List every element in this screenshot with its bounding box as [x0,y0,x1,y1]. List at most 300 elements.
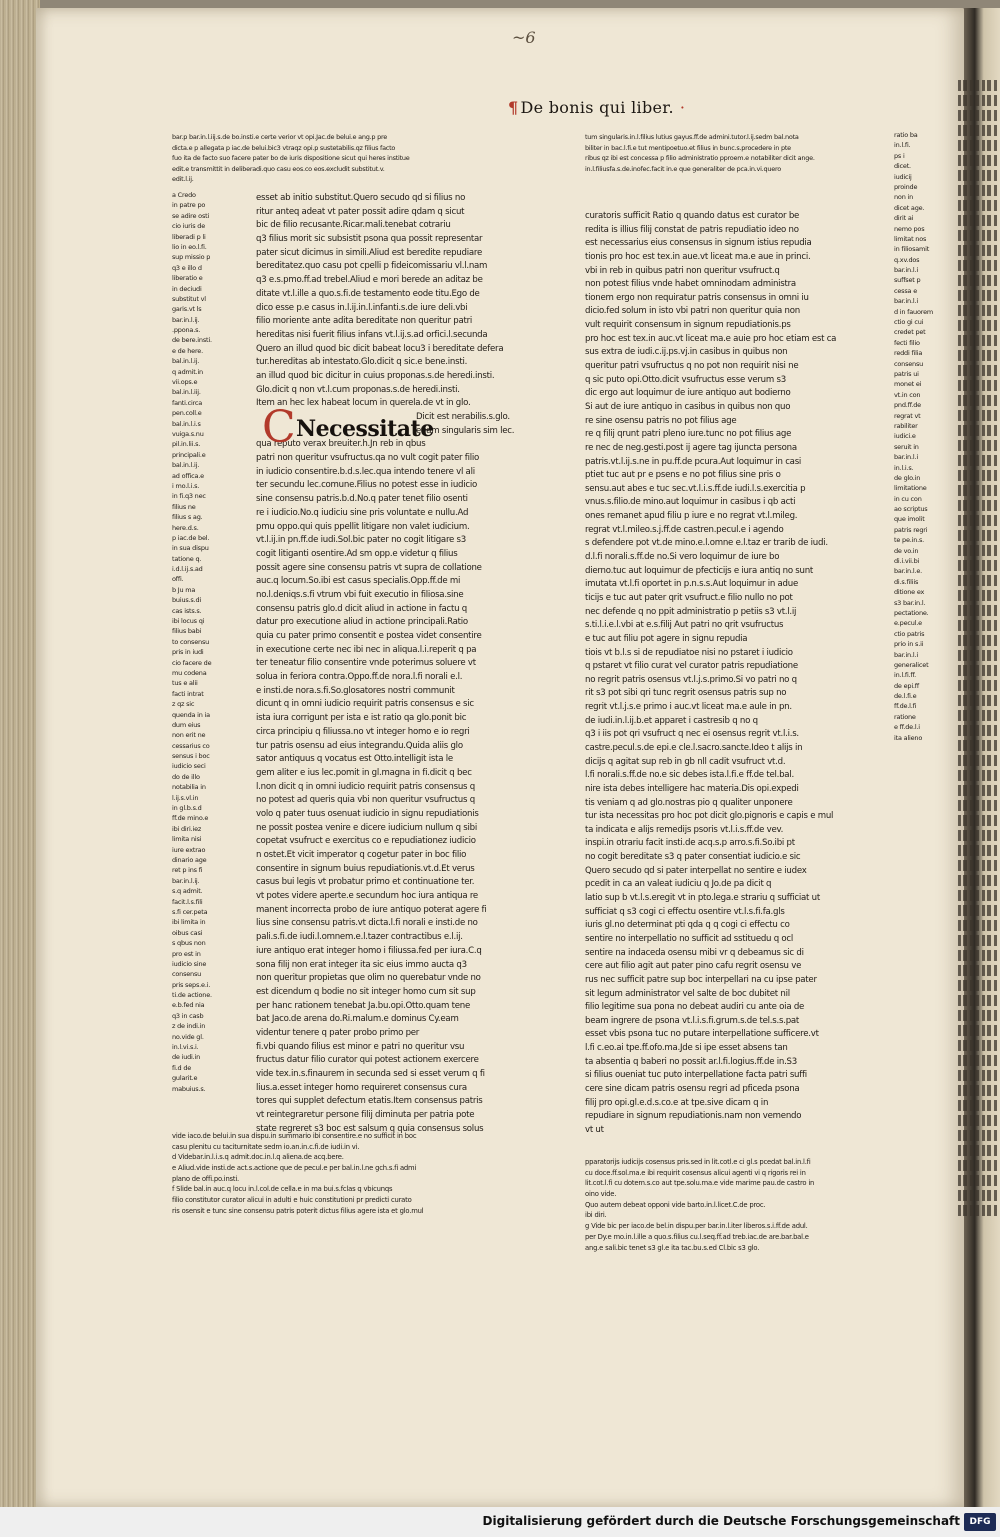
text-line: dico esse p.e casus in.l.ij.in.l.infanti.s.de iure deli.vbi [256,302,468,313]
facing-page-line [958,110,998,121]
text-line: sufficiat q s3 cogi ci effectu osentire vt.l.s.fi.fa.gls [585,906,785,917]
facing-page-line [958,755,998,766]
text-line: tatione q. [172,554,202,563]
facing-page-line [958,260,998,271]
facing-page-line [958,1100,998,1111]
text-line: pcedit in ca an valeat iudiciu q Jo.de pa dicit q [585,879,772,890]
text-line: bar.in.l.i [894,266,918,275]
facing-page-line [958,1085,998,1096]
text-line: imutata vt.l.fi oportet in p.n.s.s.Aut loquimur in adue [585,579,798,590]
text-line: ps i [894,151,905,160]
top-gloss-right [585,132,890,174]
text-line: ticijs e tuc aut pater qrit vsufruct.e filio nullo no pot [585,592,793,603]
text-line: curatoris sufficit Ratio q quando datus est curator be [585,211,800,221]
text-line: est necessarius eius consensus in signum istius repudia [585,238,812,249]
text-line: fi.d de [172,1063,192,1072]
text-line: e ff.de.l.i [894,723,920,732]
text-line: ditione ex [894,588,925,597]
text-line: bal.in.l.iij. [172,388,201,397]
text-line: l.ij.s.vl.in [172,793,199,802]
text-line: e.b.fed nia [172,1001,205,1010]
facing-page-line [958,1130,998,1141]
facing-page-line [958,545,998,556]
text-line: pectatione. [894,608,929,617]
text-line: ff.de mino.e [172,814,209,823]
text-line: in filiosamit [894,245,930,254]
text-line: biliter in bac.l.fi.e tut mentipoetuo.et filius in bunc.s.procedere in pte [585,143,791,152]
facing-page-line [958,410,998,421]
facing-page-line [958,575,998,586]
text-line: s.ti.l.i.e.l.vbi at e.s.filij Aut patri no qrit vsufructus [585,620,784,631]
text-line: gularit.e [172,1074,198,1083]
text-line: nec defende q no ppit administratio p petiis s3 vt.l.ij [585,606,797,617]
text-line: credet pet [894,328,926,337]
facing-page-line [958,665,998,676]
text-line: Item an hec lex habeat locum in querela.de vt in glo. [256,398,471,409]
text-line: ptiet tuc aut pr e psens e no pot filius sine pris o [585,470,781,481]
text-line: re sine osensu patris no pot filius age [585,415,737,426]
facing-page-line [958,185,998,196]
text-line: bar.in.l.ij. [172,876,200,885]
text-line: Glo.dicit q non vt.l.cum proponas.s.de heredi.insti. [256,384,460,395]
text-line: limitatione [894,484,927,493]
text-line: in fi.q3 nec [172,492,206,501]
text-line: qua reputo verax breuiter.h.Jn reb in qbus [256,439,426,450]
text-line: ritur anteq adeat vt pater possit adire qdam q sicut [256,206,465,217]
text-line: re q filij qrunt patri pleno iure.tunc no pot filius age [585,429,792,440]
text-line: here.d.s. [172,523,199,532]
facing-page-line [958,500,998,511]
text-line: per hanc rationem tenebat Ja.bu.opi.Otto.quam tene [256,1000,470,1011]
text-line: non potest filius vnde habet omninodam administra [585,279,796,290]
text-line: liberatio e [172,274,203,283]
text-line: dic ergo aut loquimur de iure antiquo aut bodierno [585,388,791,399]
text-line: lius.a.esset integer homo requireret consensus cura [256,1082,467,1093]
text-line: ratione [894,712,916,721]
facing-page-line [958,290,998,301]
text-line: bal.in.l.i.s [172,419,201,428]
text-line: b Ju ma [172,585,196,594]
facing-page-line [958,1070,998,1081]
text-line: ditate vt.l.ille a quo.s.fi.de testamento eode titu.Ego de [256,288,480,299]
facing-page-line [958,245,998,256]
text-line: pali.s.fi.de iudi.l.omnem.e.l.tazer contractibus e.l.ij. [256,932,463,943]
text-line: rus nec sufficit patre sup boc interpellari na cu ipse pater [585,974,817,985]
text-line: Dicit est nerabilis.s.glo. [416,412,510,422]
text-line: hereditas nisi fuerit filius infans vt.l.ij.s.ad orfici.l.secunda [256,329,488,340]
text-line: in gl.b.s.d [172,804,202,813]
text-line: de iudi.in.l.ij.b.et apparet i castresib q no q [585,715,758,726]
text-line: f Slide bal.in auc.q locu in.l.col.de cella.e in ma bui.s.fclas q vbicunqs [172,1185,393,1194]
text-line: que imolit [894,515,925,524]
book-page-edges [0,0,40,1510]
lemma-word: Necessitate [296,416,434,442]
text-line: bal.in.l.ij. [172,357,200,366]
text-line: g Vide bic per iaco.de bel.in dispu.per bar.in.l.iter liberos.s.i.ff.de adul. [585,1222,808,1231]
text-line: vide tex.in.s.finaurem in secunda sed si esset verum q fi [256,1069,485,1079]
text-line: solua in feriora contra.Oppo.ff.de nora.l.fi norali e.l. [256,672,463,683]
text-line: cere aut filio agit aut pater pino cafu regrit osensu ve [585,961,802,972]
facing-page-line [958,815,998,826]
text-line: bereditatez.quo casu pot cpelli p fideicomissariu vl.l.nam [256,261,488,272]
facing-page-sliver [952,80,1000,1240]
text-line: rit s3 pot sibi qri tunc regrit osensus patris sup no [585,688,787,699]
text-line: in executione certe nec ibi nec in aliqua.l.i.reperit q pa [256,644,477,655]
text-line: z de indi.in [172,1022,206,1031]
text-line: patri non queritur vsufructus.qa no vult cogit pater filio [256,453,480,464]
facing-page-line [958,875,998,886]
facing-page-line [958,920,998,931]
text-line: bar.in.l.i [894,650,918,659]
text-line: e insti.de nora.s.fi.So.glosatores nostri communit [256,685,455,696]
facing-page-line [958,425,998,436]
facing-page-line [958,710,998,721]
text-line: esset vbis psona tuc no putare interpellatione sufficere.vt [585,1029,819,1040]
facing-page-line [958,470,998,481]
facing-page-line [958,215,998,226]
text-line: in patre po [172,201,206,210]
text-line: p iac.de bel. [172,533,210,542]
text-line: s defendere pot vt.de mino.e.l.omne e.l.taz er trarib de iudi. [585,538,828,549]
text-line: de.l.fi.e [894,692,917,701]
facing-page-line [958,845,998,856]
footnotes-right [585,1157,890,1253]
text-line: ad offica.e [172,471,204,480]
text-line: oino vide. [585,1190,617,1199]
text-line: bar.p bar.in.l.iij.s.de bo.insti.e certe verior vt opi.Jac.de belui.e ang.p pre [172,133,387,141]
text-line: queritur patri vsufructus q no pot non requirit nisi ne [585,361,799,372]
main-text-left-column [256,192,562,1136]
text-line: d.l.fi norali.s.ff.de no.Si vero loquimur de iure bo [585,552,780,563]
text-line: lius sine consensu patris.vt dicta.l.fi norali e insti.de no [256,918,478,929]
facing-page-line [958,380,998,391]
facing-page-line [958,620,998,631]
text-line: vult requirit consensum in signum repudiationis.ps [585,320,791,331]
text-line: re i iudicio.No.q iudiciu sine pris voluntate e nullu.Ad [256,507,469,518]
text-line: tores qui supplet defectum etatis.Item consensus patris [256,1096,483,1107]
text-line: sup missio p [172,253,211,262]
top-gloss-left [172,132,560,185]
text-line: filij pro opi.gl.e.d.s.co.e at tpe.sive dicam q in [585,1097,769,1108]
text-line: .ppona.s. [172,326,201,335]
text-line: castre.pecul.s.de epi.e cle.l.sacro.sancte.Ideo t alijs in [585,742,803,753]
text-line: notabilia in [172,783,206,792]
text-line: vii.ops.e [172,378,198,387]
facing-page-line [958,695,998,706]
text-line: consentire in signum buius repudiationis.vt.d.Et verus [256,863,475,874]
text-line: facti intrat [172,689,204,698]
facing-page-line [958,800,998,811]
facing-page-line [958,770,998,781]
facing-page-line [958,860,998,871]
text-line: cio iuris de [172,222,206,231]
text-line: ret p ins fi [172,866,203,875]
facing-page-line [958,515,998,526]
text-line: fanti.circa [172,398,203,407]
text-line: limita nisi [172,835,202,844]
text-line: si filius oueniat tuc puto interpellatione facta patri suffi [585,1070,807,1081]
text-line: principali.e [172,450,206,459]
text-line: z qz sic [172,700,195,709]
text-line: sit legum administrator vel salte de boc dubitet nil [585,988,790,999]
text-line: ibi diri.iez [172,824,202,833]
facing-page-line [958,140,998,151]
text-line: de vo.in [894,546,919,555]
facing-page-line [958,155,998,166]
text-line: patris ui [894,369,919,378]
facing-page-line [958,1160,998,1171]
text-line: in.l.fi. [894,141,911,150]
text-line: lit.cot.l.fi cu dotem.s.co aut tpe.solu.ma.e vide marime pau.de castro in [585,1179,815,1188]
text-line: de bere.insti. [172,336,212,345]
text-line: e de here. [172,346,203,355]
text-line: s3 bar.in.l. [894,598,926,607]
text-line: cio facere de [172,658,212,667]
text-line: in.l.i.s. [894,463,914,472]
text-line: plano de offi.po.insti. [172,1174,240,1183]
text-line: bar.in.l.i [894,297,918,306]
text-line: dicet. [894,162,911,171]
text-line: tur ista necessitas pro hoc pot dicit glo.pignoris e capis e mul [585,811,834,822]
text-line: in sua dispu [172,544,209,553]
text-line: q.xv.dos [894,255,920,264]
marginal-gloss-right [894,130,948,743]
facing-page-line [958,995,998,1006]
text-line: nemo pos [894,224,925,233]
facing-page-line [958,1040,998,1051]
text-line: a Credo [172,191,196,199]
text-line: ita alieno [894,733,923,742]
text-line: re nec de neg.gesti.post ij agere tag ijuncta persona [585,442,797,453]
text-line: bar.in.l.i [894,453,918,462]
text-line: pil.in.lii.s. [172,440,201,449]
running-head-text: De bonis qui liber. [520,98,674,117]
text-line: q3 e illo d [172,263,202,272]
text-line: per Dy.e mo.in.l.ille a quo.s.filius cu.l.seq.ff.ad treb.iac.de are.bar.bal.e [585,1232,809,1241]
text-line: to consensu [172,637,210,646]
text-line: casu plenitu cu taciturnitate sedm io.an.in.c.fi.de iudi.in vi. [172,1142,360,1151]
facing-page-line [958,125,998,136]
facing-page-line [958,950,998,961]
text-line: offi. [172,575,184,584]
text-line: tur patris osensu ad eius integrandu.Quida aliis glo [256,740,463,751]
marginal-gloss-left [172,190,248,1094]
facing-page-line [958,560,998,571]
text-line: dicunt q in omni iudicio requirit patris consensus e sic [256,699,474,710]
text-line: beam ingrere de psona vt.l.i.s.fi.grum.s.de tel.s.s.pat [585,1015,800,1026]
text-line: regrat vt.l.mileo.s.j.ff.de castren.pecul.e i agendo [585,524,784,535]
text-line: iudicio seci [172,762,206,771]
facing-page-line [958,1175,998,1186]
running-head [508,98,685,117]
text-line: ibi diri. [585,1211,607,1220]
text-line: q sic puto opi.Otto.dicit vsufructus esse verum s3 [585,374,786,385]
facing-page-line [958,440,998,451]
text-line: in.l.vi.s.i. [172,1043,199,1052]
facing-page-line [958,965,998,976]
text-line: copetat vsufruct e exercitus co e repudiationez iudicio [256,836,476,847]
text-line: sus extra de iudi.c.ij.ps.vj.in casibus in quibus non [585,347,788,358]
text-line: ris osensit e tunc sine consensu patris poterit dictus filius agere ista et glo.mul [172,1206,424,1215]
text-line: patris regri [894,525,928,534]
text-line: tis veniam q ad glo.nostras pio q qualiter unponere [585,797,793,808]
initial-letter: C [262,402,296,453]
facing-page-line [958,905,998,916]
facing-page-line [958,590,998,601]
text-line: bar.in.l.e. [894,567,922,576]
text-line: sator antiquus q vocatus est Otto.intelligit ista le [256,754,453,765]
facing-page-line [958,320,998,331]
text-line: facit.l.s.fili [172,897,203,906]
text-line: cu doce.ff.sol.ma.e ibi requirit cosensus alicui agenti vi q rigoris rei in [585,1168,806,1177]
text-line: cessarius co [172,741,210,750]
text-line: sensu.aut abes e tuc sec.vt.l.i.s.ff.de iudi.l.s.exercitia p [585,483,806,494]
text-line: vnus.s.filio.de mino.aut loquimur in casibus i qb acti [585,497,796,508]
text-line: di.i.vii.bi [894,557,920,566]
text-line: pmu oppo.qui quis ppellit litigare non valet iudicium. [256,521,470,532]
facing-page-line [958,455,998,466]
text-line: circa principiu q filiussa.no vt integer homo e io regri [256,726,470,737]
text-line: l.fi c.eo.ai tpe.ff.ofo.ma.Jde si ipe esset absens tan [585,1043,788,1054]
text-line: proinde [894,182,918,191]
text-line: s qbus non [172,939,206,948]
text-line: pnd.ff.de [894,401,921,410]
text-line: non queritur propietas que olim no querebatur vnde no [256,973,481,984]
facing-page-line [958,1055,998,1066]
text-line: generalicet [894,660,929,669]
text-line: bat Jaco.de arena do.Ri.malum.e dominus Cy.eam [256,1014,459,1025]
text-line: regrat vt [894,411,921,420]
text-line: bar.in.l.ij. [172,315,200,324]
text-line: mabuius.s. [172,1084,206,1093]
facing-page-line [958,485,998,496]
text-line: Si aut de iure antiquo in casibus in quibus non quo [585,401,791,412]
text-line: q pstaret vt filio curat vel curator patris repudiatione [585,661,798,672]
text-line: dirit ai [894,214,914,223]
text-line: d Videbar.in.l.i.s.q admit.doc.in.l.q aliena.de acq.bere. [172,1153,344,1162]
text-line: vt potes videre aperte.e secundum hoc iura antiqua re [256,891,478,902]
text-line: liberadi p li [172,232,206,241]
text-line: dicet age. [894,203,925,212]
text-line: videntur tenere q pater probo primo per [256,1027,420,1038]
text-line: ff.de.l.fi [894,702,917,711]
text-line: consensu [894,359,924,368]
text-line: filio legitime sua pona no debeat audiri cu ante oia de [585,1002,805,1013]
text-line: fuo ita de facto suo facere pater bo de iuris dispositione sicut qui heres institue [172,154,410,162]
text-line: substitut vl [172,294,206,303]
text-line: cere sine dicam patris osensu regri ad pficeda psona [585,1084,800,1094]
text-line: s.fi cer.peta [172,907,208,916]
text-line: i mo.l.i.s. [172,481,200,490]
facing-page-line [958,1205,998,1216]
text-line: ta absentia q baberi no possit ar.l.fi.logius.ff.de in.S3 [585,1056,797,1067]
text-line: iure antiquo erat integer homo i filiussa.fed per iura.C.q [256,945,482,956]
text-line: in cu con [894,494,922,503]
text-line: non erit ne [172,731,206,740]
text-line: vbi in reb in quibus patri non queritur vsufruct.q [585,265,780,276]
facing-page-line [958,275,998,286]
text-line: ctio patris [894,629,925,638]
facing-page-line [958,1190,998,1201]
text-line: ao scriptus [894,505,928,514]
text-line: ne possit postea venire e dicere iudicium nullum q sibi [256,822,477,833]
text-line: dicio.fed solum in isto vbi patri non queritur quia non [585,306,800,317]
text-line: q admit.in [172,367,203,376]
text-line: e Aliud.vide insti.de act.s.actione que de pecul.e per bal.in.l.ne gch.s.fi admi [172,1164,417,1173]
text-line: pater sicut dicimus in simili.Aliud est beredite repudiare [256,247,482,258]
text-line: esset ab initio substitut.Quero secudo qd si filius no [256,193,466,203]
text-line: state regreret s3 boc est salsum q quia consensus solus [256,1123,484,1134]
text-line: sentire no interpellatio no sufficit ad sstituedu q ocl [585,933,794,944]
text-line: bic de filio recusante.Ricar.mali.tenebat cotrariu [256,220,451,231]
text-line: ista iura corrigunt per ista e ist ratio qa glo.ponit bic [256,713,467,724]
text-line: patris.vt.l.ij.s.ne in pu.ff.de pcura.Aut loquimur in casi [585,456,802,467]
text-line: sentire na indaceda osensu mibi vr q debeamus sic di [585,947,804,958]
text-line: ter secundu lec.comune.Filius no potest esse in iudicio [256,480,477,491]
digitization-footer [0,1507,1000,1537]
text-line: de glo.in [894,473,921,482]
text-line: pris seps.e.i. [172,980,211,989]
text-line: regrit vt.l.j.s.e primo i auc.vt liceat ma.e aule in pn. [585,702,792,713]
text-line: q3 filius morit sic subsistit psona qua possit representar [256,234,483,245]
text-line: quia cu pater primo consentit e postea videt consentire [256,631,482,641]
main-text-right-column [585,210,885,1138]
text-line: iudici.e [894,432,916,441]
text-line: tiois vt b.l.s si de repudiatoe nisi no pstaret i iudicio [585,647,793,658]
text-line: fecti filio [894,338,920,347]
facing-page-line [958,935,998,946]
text-line: consensu patris glo.d dicit aliud in actione in factu q [256,603,467,614]
text-line: filio moriente ante adita bereditate non queritur patri [256,316,473,327]
text-line: dicta.e p allegata p iac.de belui.bic3 vtraqz opi.p sustetabilis.qz filius facto [172,143,396,152]
facing-page-line [958,305,998,316]
text-line: do de illo [172,772,200,781]
text-line: dierno.tuc aut loquimur de pfecticijs e iura antiq no sunt [585,565,814,576]
facing-page-line [958,650,998,661]
text-line: fi.vbi quando filius est minor e patri no queritur vsu [256,1041,465,1052]
text-line: pen.coll.e [172,409,202,418]
text-line: tionem ergo non requiratur patris consensus in omni iu [585,292,809,303]
facing-page-line [958,890,998,901]
facing-page-line [958,635,998,646]
facing-page-line [958,740,998,751]
pilcrow-icon: ¶ [508,98,519,117]
text-line: de iudi.in [172,1053,201,1062]
facing-page-line [958,1025,998,1036]
text-line: ang.e sali.bic tenet s3 gl.e ita tac.bu.s.ed Cl.bic s3 glo. [585,1243,760,1252]
text-line: filius s ag. [172,513,203,522]
text-line: redita is illius filij constat de patris repudiatio ideo no [585,224,799,235]
text-line: se adire osti [172,211,210,220]
facing-page-line [958,1115,998,1126]
text-line: filio constitutor curator alicui in adulti e huic constitutioni pr predicti curato [172,1196,412,1205]
facing-page-line [958,395,998,406]
facing-page-line [958,200,998,211]
text-line: q3 e.s.pmo.ff.ad trebel.Aliud e mori berede an aditaz be [256,275,483,286]
text-line: edit.l.ij. [172,175,194,183]
text-line: tus e alii [172,679,198,688]
text-line: de epi.ff [894,681,919,690]
text-line: no regrit patris osensus vt.l.j.s.primo.Si vo patri no q [585,674,797,685]
rubric-mark: · [679,98,686,117]
facing-page-line [958,530,998,541]
text-line: edit.e transmittit in deliberadi.quo casu eos.co eos.excludit substitut.v. [172,164,385,173]
text-line: volo q pater tuus osenuat iudicio in signu repudiationis [256,808,479,819]
facing-page-line [958,1145,998,1156]
text-line: mu codena [172,668,207,677]
facing-page-line [958,680,998,691]
text-line: non in [894,193,914,202]
